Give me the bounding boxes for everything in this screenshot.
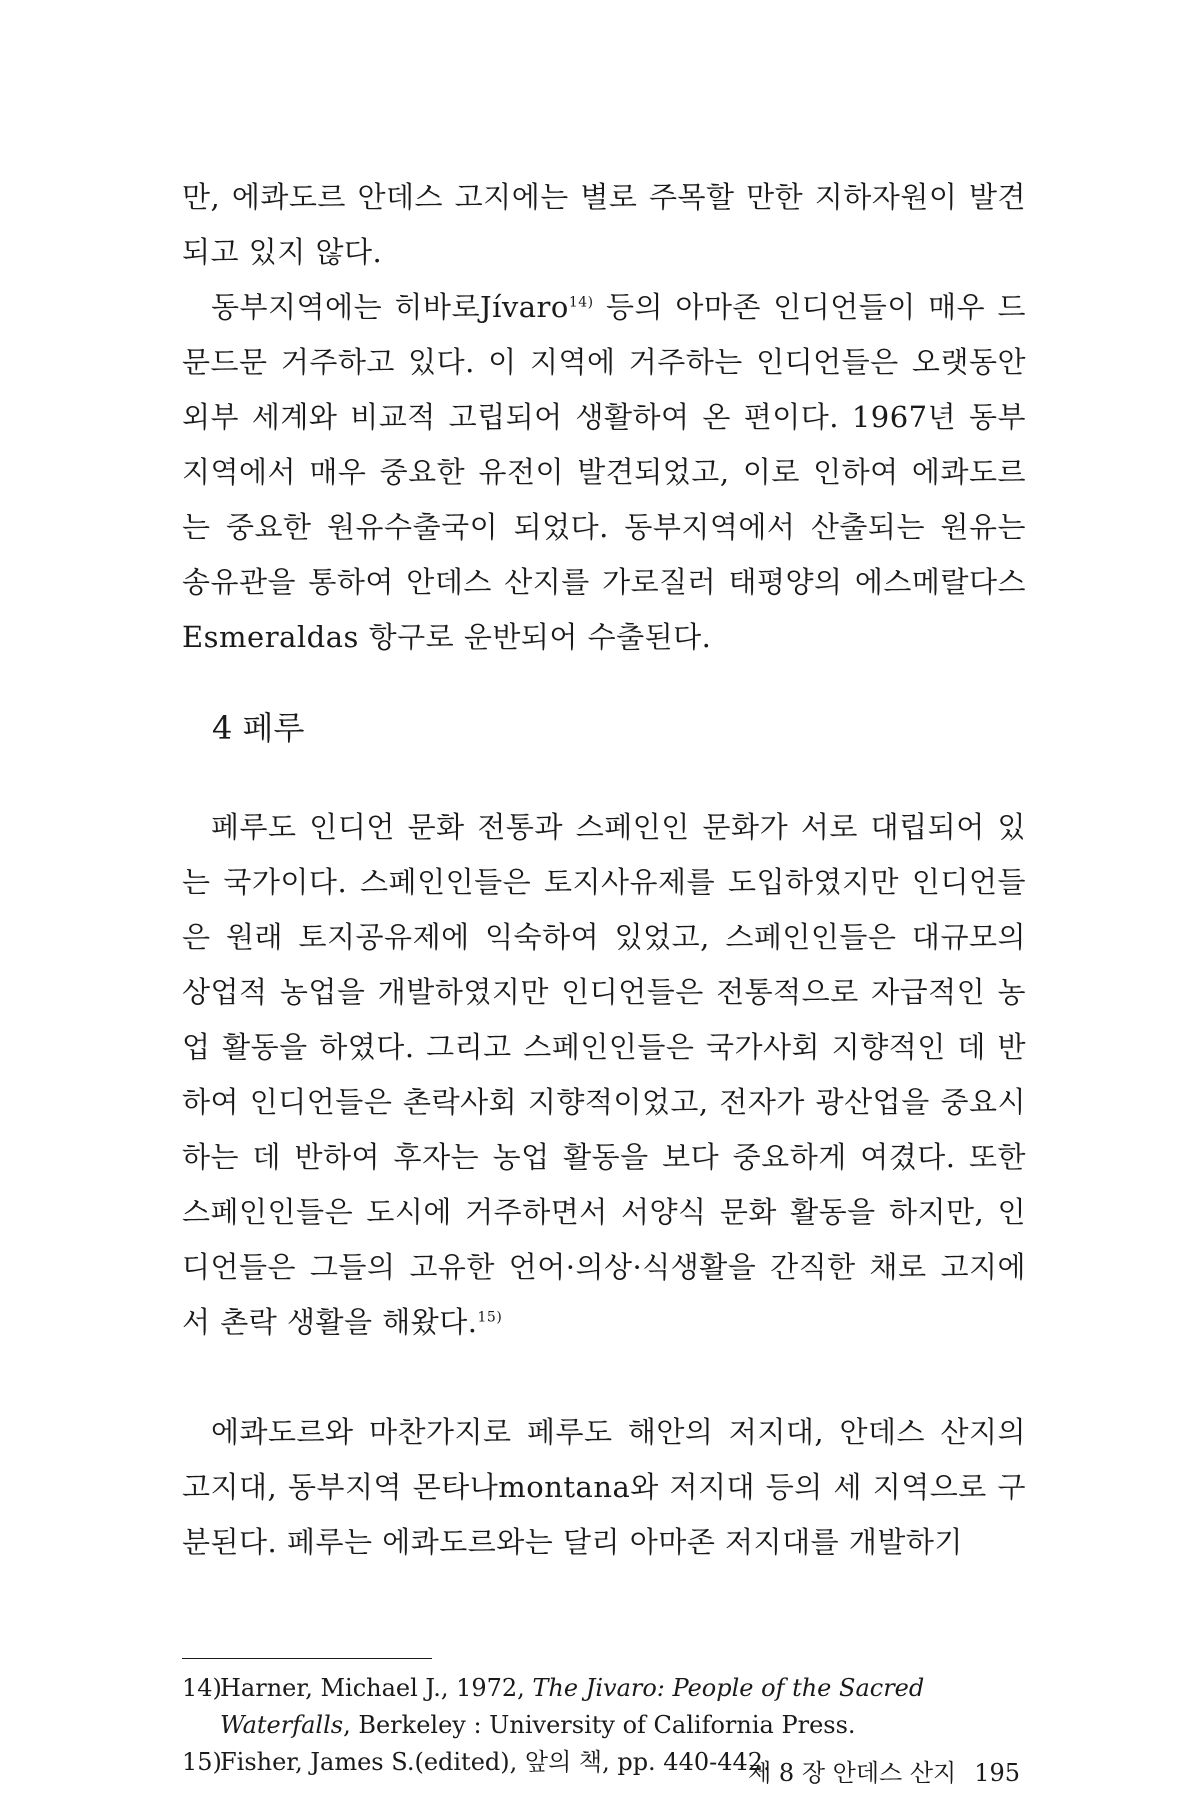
paragraph-text: 만, 에콰도르 안데스 고지에는 별로 주목할 만한 지하자원이 발견되고 있지 않다. xyxy=(182,180,1026,269)
paragraph-peru-regions xyxy=(182,1405,1026,1570)
paragraph-text: 에콰도르와 마찬가지로 페루도 해안의 저지대, 안데스 산지의 고지대, 동부지역 몬타나montana와 저지대 등의 세 지역으로 구분된다. 페루는 에콰도르와는 달리 아마존 저지대를 개발하기 xyxy=(182,1415,1026,1559)
page-footer xyxy=(748,1758,1020,1788)
footnote-ref-15: 15) xyxy=(477,1309,503,1326)
footnote-publisher: , Berkeley : University of California Press. xyxy=(343,1711,856,1739)
section-heading xyxy=(212,708,304,748)
footnote-14 xyxy=(182,1670,1026,1744)
footnote-text: Fisher, James S.(edited), 앞의 책, pp. 440-442. xyxy=(220,1748,771,1776)
running-chapter-title: 제 8 장 안데스 산지 xyxy=(748,1759,957,1787)
footnote-author: Harner, Michael J., 1972, xyxy=(220,1674,533,1702)
page-number: 195 xyxy=(974,1759,1020,1787)
section-title: 페루 xyxy=(242,709,305,747)
paragraph-continuation xyxy=(182,170,1026,280)
footnote-number: 15) xyxy=(182,1748,222,1776)
footnote-ref-14: 14) xyxy=(568,294,594,311)
paragraph-text: 등의 아마존 인디언들이 매우 드문드문 거주하고 있다. 이 지역에 거주하는 인디언들은 오랫동안 외부 세계와 비교적 고립되어 생활하여 온 편이다. 1967년 동부지역에서 매우 중요한 유전이 발견되었고, 이로 인하여 에콰도르는 중요한 원유수출국이 되었다. 동부지역에서 산출되는 원유는 송유관을 통하여 안데스 산지를 가로질러 태평양의 에스메랄다스 Esmeraldas 항구로 운반되어 수출된다. xyxy=(182,290,1026,654)
paragraph-peru-culture xyxy=(182,800,1026,1350)
paragraph-text: 동부지역에는 히바로Jívaro xyxy=(211,290,569,324)
section-number: 4 xyxy=(212,709,233,747)
paragraph-eastern-region xyxy=(182,280,1026,665)
footnote-divider xyxy=(182,1658,432,1659)
footnote-number: 14) xyxy=(182,1674,222,1702)
paragraph-text: 페루도 인디언 문화 전통과 스페인인 문화가 서로 대립되어 있는 국가이다. 스페인인들은 토지사유제를 도입하였지만 인디언들은 원래 토지공유제에 익숙하여 있었고, 스페인인들은 대규모의 상업적 농업을 개발하였지만 인디언들은 전통적으로 자급적인 농업 활동을 하였다. 그리고 스페인인들은 국가사회 지향적인 데 반하여 인디언들은 촌락사회 지향적이었고, 전자가 광산업을 중요시하는 데 반하여 후자는 농업 활동을 보다 중요하게 여겼다. 또한 스페인인들은 도시에 거주하면서 서양식 문화 활동을 하지만, 인디언들은 그들의 고유한 언어·의상·식생활을 간직한 채로 고지에서 촌락 생활을 해왔다. xyxy=(182,810,1026,1339)
footnote-book-title: The Jivaro: People of the Sacred Waterfalls xyxy=(220,1674,925,1739)
